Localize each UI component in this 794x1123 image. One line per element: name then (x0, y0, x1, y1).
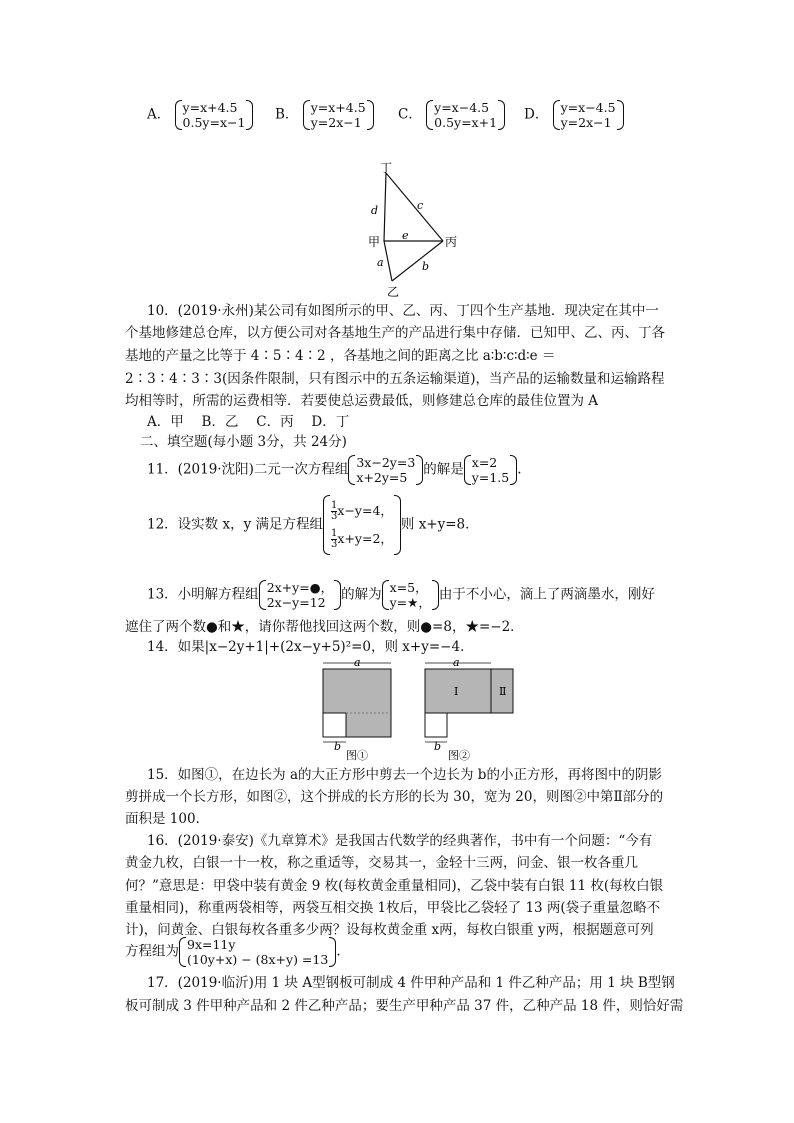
label-jia: 甲 (368, 235, 381, 249)
q12-eq1: x−y=4， (337, 503, 393, 518)
q10-options: A．甲 B．乙 C．丙 D．丁 (147, 414, 350, 430)
q16-line5: 计)，问黄金、白银每枚各重多少两？设每枚黄金重 x两，每枚白银重 y两，根据题意可列 (125, 922, 654, 938)
option-b-label: B． (275, 106, 299, 123)
fig1-label-a: a (354, 657, 361, 669)
bases-network-figure (355, 160, 475, 300)
q12-system (323, 495, 401, 555)
q13-system (259, 580, 341, 610)
figure-2 (425, 657, 513, 762)
q12-post: 则 x+y=8． (400, 516, 479, 533)
edge-b (392, 241, 443, 281)
option-c-eq2: 0.5y=x+1 (434, 115, 498, 130)
q11-mid: 的解是 (423, 461, 464, 478)
option-a-label: A． (147, 106, 171, 123)
fig2-part-2: Ⅱ (499, 685, 507, 698)
label-a: a (377, 256, 384, 269)
q16-system-line (125, 937, 341, 967)
q13-post: 由于不小心，滴上了两滴墨水，刚好 (438, 586, 655, 603)
q10-line3: 基地的产量之比等于 4∶5∶4∶2 ，各基地之间的距离之比 a∶b∶c∶d∶e ＝ (125, 348, 556, 364)
option-c-label: C． (398, 106, 422, 123)
q13-solution (382, 580, 439, 610)
q10-line4: 2∶3∶4∶3∶3(因条件限制，只有图示中的五条运输渠道)，当产品的运输数量和运输路程 (125, 371, 665, 387)
label-bing: 丙 (445, 235, 458, 249)
option-d-eq1: y=x−4.5 (560, 100, 616, 115)
q16-pre: 方程组为 (125, 943, 179, 960)
option-d-label: D． (524, 106, 549, 123)
q13-line2: 遮住了两个数●和★，请你帮他找回这两个数，则●=8，★=−2． (125, 619, 524, 635)
option-a-eq2: 0.5y=x−1 (182, 115, 246, 130)
q16-line4: 重量相同)，称重两袋相等，两袋互相交换 1枚后，甲袋比乙袋轻了 13 两(袋子重量忽略不 (125, 900, 661, 916)
q13-sol1: x=5， (389, 580, 428, 595)
q12-frac1-num: 1 (331, 500, 338, 511)
option-b-system (303, 100, 374, 130)
q12-eq2: x+y=2， (337, 531, 393, 546)
q12-frac1-den: 3 (331, 511, 338, 522)
edge-a (384, 241, 392, 281)
option-a-system (175, 100, 254, 130)
q13-mid: 的解为 (341, 586, 382, 603)
option-d-eq2: y=2x−1 (560, 115, 612, 130)
q13-eq2: 2x−y=12 (266, 595, 326, 610)
fig2-caption: 图② (448, 749, 470, 762)
q11-eq1: 3x−2y=3 (356, 455, 416, 470)
q13-eq1: 2x+y=●， (266, 580, 334, 595)
q11-eq2: x+2y=5 (356, 470, 408, 485)
q12-frac2-den: 3 (331, 539, 338, 550)
q11-post: . (517, 461, 522, 478)
fig2-label-a: a (453, 657, 460, 669)
label-ding: 丁 (380, 161, 393, 175)
option-b-eq1: y=x+4.5 (310, 100, 366, 115)
label-b: b (422, 260, 430, 273)
q17-line2: 板可制成 3 件甲种产品和 2 件乙种产品；要生产甲种产品 37 件，乙种产品 18 件，则恰好需 (125, 998, 684, 1014)
q10-line2: 个基地修建总仓库，以方便公司对各基地生产的产品进行集中存储．已知甲、乙、丙、丁各 (125, 325, 665, 341)
figure-1 (323, 657, 391, 762)
label-d: d (371, 204, 379, 217)
q11-sol2: y=1.5 (471, 470, 510, 485)
q16-line3: 何？”意思是：甲袋中装有黄金 9 枚(每枚黄金重量相同)，乙袋中装有白银 11 枚(每枚白银 (125, 878, 664, 894)
label-c: c (417, 199, 424, 212)
edge-d (384, 173, 386, 241)
q11 (147, 455, 522, 485)
q11-system (348, 455, 423, 485)
edge-c (386, 173, 443, 241)
option-b (275, 100, 374, 130)
fig1-caption: 图① (346, 749, 368, 762)
q10-line5: 均相等时，所需的运费相等．若要使总运费最低，则修建总仓库的最佳位置为 A (125, 393, 599, 409)
q11-pre: 11．(2019·沈阳)二元一次方程组 (147, 461, 349, 478)
option-c-eq1: y=x−4.5 (434, 100, 490, 115)
option-b-eq2: y=2x−1 (310, 115, 362, 130)
q13 (147, 580, 655, 610)
q17-line1: 17．(2019·临沂)用 1 块 A型钢板可制成 4 件甲种产品和 1 件乙种产品；用 1 块 B型钢 (147, 975, 675, 991)
q16-line1: 16．(2019·泰安)《九章算术》是我国古代数学的经典著作，书中有一个问题：“今有 (147, 833, 653, 849)
option-d (524, 100, 624, 130)
q10-line1: 10．(2019·永州)某公司有如图所示的甲、乙、丙、丁四个生产基地．现决定在其中一 (147, 303, 659, 319)
q13-sol2: y=★， (389, 595, 431, 610)
q15-line1: 15．如图①，在边长为 a的大正方形中剪去一个边长为 b的小正方形，再将图中的阴影 (147, 767, 662, 783)
q16-eq2: (10y+x) − (8x+y) =13 (187, 952, 329, 967)
fig2-part-1: Ⅰ (454, 685, 459, 698)
q11-sol1: x=2 (471, 455, 498, 470)
q15-line3: 面积是 100. (125, 811, 200, 827)
q16-eq1: 9x=11y (187, 937, 236, 952)
label-yi: 乙 (387, 285, 400, 299)
q12-frac2-num: 1 (331, 528, 338, 539)
option-d-system (553, 100, 624, 130)
q16-system (179, 937, 336, 967)
square-cut-figures (318, 657, 518, 763)
q13-pre: 13．小明解方程组 (147, 586, 259, 603)
option-c (398, 100, 505, 130)
q14-text: 14．如果|x−2y+1|+(2x−y+5)²=0，则 x+y=−4． (147, 639, 474, 655)
section-fill-in-heading: 二、填空题(每小题 3分，共 24分) (140, 434, 347, 450)
fig1-label-b: b (334, 740, 342, 753)
q12-pre: 12．设实数 x，y 满足方程组 (147, 516, 324, 533)
option-c-system (426, 100, 505, 130)
q15-line2: 剪拼成一个长方形，如图②，这个拼成的长方形的长为 30，宽为 20，则图②中第Ⅱ部分的 (125, 789, 664, 805)
q12 (147, 495, 479, 555)
q11-solution (464, 455, 517, 485)
q16-line2: 黄金九枚，白银一十一枚，称之重适等，交易其一，金轻十三两，问金、银一枚各重几 (125, 855, 638, 871)
option-a (147, 100, 253, 130)
label-e: e (402, 229, 409, 242)
q16-post: . (336, 943, 341, 960)
option-a-eq1: y=x+4.5 (182, 100, 238, 115)
fig2-label-b: b (434, 740, 442, 753)
